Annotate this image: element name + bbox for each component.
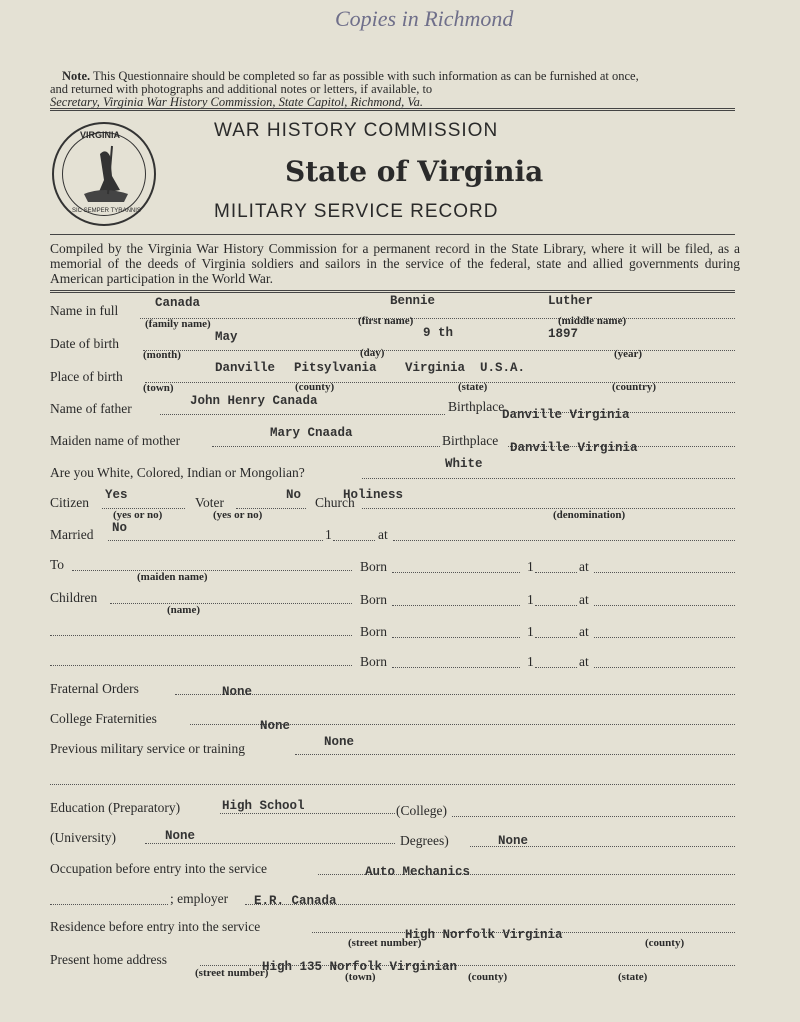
label-father-birthplace: Birthplace (448, 399, 505, 414)
label-father: Name of father (50, 401, 132, 416)
sub-state: (state) (458, 381, 488, 393)
line-child2-year (535, 637, 577, 638)
label-university: (University) (50, 830, 116, 845)
title-commission: WAR HISTORY COMMISSION (214, 120, 499, 141)
label-date-birth: Date of birth (50, 336, 119, 351)
value-race: White (445, 457, 483, 471)
sub-day: (day) (360, 347, 385, 359)
label-present-address: Present home address (50, 952, 167, 967)
value-education-prep: High School (222, 799, 305, 813)
sub-year: (year) (614, 348, 643, 360)
line-prev-military (295, 754, 735, 755)
sub-present-street: (street number) (195, 967, 269, 979)
note-address: Secretary, Virginia War History Commission, State Capitol, Richmond, Va. (50, 95, 424, 109)
child1-born: Born (360, 592, 387, 607)
value-present-address: High 135 Norfolk Virginian (262, 960, 458, 974)
label-fraternal: Fraternal Orders (50, 681, 139, 696)
label-to: To (50, 557, 65, 572)
value-first-name: Bennie (390, 294, 436, 308)
handwritten-note: Copies in Richmond (335, 6, 514, 31)
sub-family-name: (family name) (145, 318, 211, 330)
sub-child-name: (name) (167, 604, 200, 616)
label-college-frat: College Fraternities (50, 711, 157, 726)
line-children-1 (110, 603, 352, 604)
seal-text-top: VIRGINIA (80, 130, 121, 140)
sub-town: (town) (143, 382, 174, 394)
label-to-born: Born (360, 559, 387, 574)
note-text-2: and returned with photographs and additional notes or letters, if available, to (50, 82, 433, 96)
value-church: Holiness (343, 488, 404, 502)
value-birth-country: U.S.A. (480, 361, 526, 375)
value-birth-county: Pitsylvania (294, 361, 377, 375)
label-church: Church (315, 495, 355, 510)
line-to-year (535, 572, 577, 573)
label-prev-military: Previous military service or training (50, 741, 245, 756)
sub-denomination: (denomination) (553, 509, 626, 521)
line-education-prep (220, 813, 395, 814)
line-children-3 (50, 665, 352, 666)
sub-present-town: (town) (345, 971, 376, 983)
line-prev-military-2 (50, 784, 735, 785)
label-mother-birthplace: Birthplace (442, 433, 499, 448)
sub-citizen-yes-no: (yes or no) (113, 509, 163, 521)
child3-born: Born (360, 654, 387, 669)
label-residence: Residence before entry into the service (50, 919, 261, 934)
line-child1-at (594, 605, 735, 606)
value-birth-town: Danville (215, 361, 276, 375)
label-voter: Voter (195, 495, 224, 510)
line-child3-at (594, 667, 735, 668)
value-residence: High Norfolk Virginia (405, 928, 563, 942)
married-year-prefix: 1 (325, 527, 332, 542)
label-employer: ; employer (170, 891, 229, 906)
value-birth-state: Virginia (405, 361, 466, 375)
label-citizen: Citizen (50, 495, 89, 510)
header-rule (50, 234, 735, 235)
sub-country: (country) (612, 381, 656, 393)
value-birth-day: 9 th (423, 326, 454, 340)
child2-year-prefix: 1 (527, 624, 534, 639)
intro-paragraph: Compiled by the Virginia War History Commission for a permanent record in the State Library, where it will be filed, as a memorial of the deeds of Virginia soldiers and sailors in the service of the federal, state and allied governments during American participation in the World War. (50, 241, 740, 286)
line-child3-born (392, 667, 520, 668)
label-children: Children (50, 590, 98, 605)
label-mother: Maiden name of mother (50, 433, 181, 448)
label-education: Education (Preparatory) (50, 800, 181, 815)
sub-present-county: (county) (468, 971, 508, 983)
line-to (72, 570, 352, 571)
seal-text-bottom: SIC SEMPER TYRANNIS (72, 208, 141, 214)
child3-year-prefix: 1 (527, 654, 534, 669)
value-married: No (112, 521, 128, 535)
line-date-birth (143, 350, 735, 351)
sub-first-name: (first name) (358, 315, 414, 327)
value-father-name: John Henry Canada (190, 394, 318, 408)
note-text-1: This Questionnaire should be completed so far as possible with such information as can be furnished at once, (93, 69, 639, 83)
sub-residence-street: (street number) (348, 937, 422, 949)
label-married: Married (50, 527, 94, 542)
line-child3-year (535, 667, 577, 668)
sub-month: (month) (143, 349, 181, 361)
sub-residence-county: (county) (645, 937, 685, 949)
line-child1-born (392, 605, 520, 606)
value-family-name: Canada (155, 296, 201, 310)
title-record: MILITARY SERVICE RECORD (214, 201, 499, 222)
value-college-frat: None (260, 719, 291, 733)
sub-present-state: (state) (618, 971, 648, 983)
label-occupation: Occupation before entry into the service (50, 861, 268, 876)
value-mother-birthplace: Danville Virginia (510, 441, 638, 455)
value-father-birthplace: Danville Virginia (502, 408, 630, 422)
sub-voter-yes-no: (yes or no) (213, 509, 263, 521)
title-state: State of Virginia (285, 155, 544, 188)
value-degrees: None (498, 834, 529, 848)
sub-county: (county) (295, 381, 335, 393)
line-to-born (392, 572, 520, 573)
note-label: Note. (62, 69, 91, 83)
line-child2-born (392, 637, 520, 638)
label-college: (College) (396, 803, 447, 818)
line-father (160, 414, 445, 415)
child3-at: at (579, 654, 589, 669)
virginia-seal (52, 122, 156, 226)
line-name (140, 318, 735, 319)
line-employer-prefix (50, 904, 168, 905)
married-at: at (378, 527, 388, 542)
sub-middle-name: (middle name) (558, 315, 627, 327)
value-birth-year: 1897 (548, 327, 579, 341)
value-citizen: Yes (105, 488, 128, 502)
value-birth-month: May (215, 330, 238, 344)
line-children-2 (50, 635, 352, 636)
value-prev-military: None (324, 735, 355, 749)
value-voter: No (286, 488, 302, 502)
label-place-birth: Place of birth (50, 369, 123, 384)
line-married-at (393, 540, 735, 541)
line-fraternal (175, 694, 735, 695)
value-occupation: Auto Mechanics (365, 865, 471, 879)
line-church (362, 508, 735, 509)
value-employer: E.R. Canada (254, 894, 337, 908)
line-married (108, 540, 323, 541)
to-year-prefix: 1 (527, 559, 534, 574)
to-at: at (579, 559, 589, 574)
line-race (362, 478, 735, 479)
line-child1-year (535, 605, 577, 606)
line-married-year (333, 540, 375, 541)
value-university: None (165, 829, 196, 843)
child1-year-prefix: 1 (527, 592, 534, 607)
line-child2-at (594, 637, 735, 638)
intro-rule (50, 290, 735, 293)
value-fraternal: None (222, 685, 253, 699)
child1-at: at (579, 592, 589, 607)
line-university (145, 843, 395, 844)
sub-maiden-name: (maiden name) (137, 571, 208, 583)
line-college (452, 816, 735, 817)
label-name-full: Name in full (50, 303, 119, 318)
label-degrees: Degrees) (400, 833, 449, 848)
line-mother (212, 446, 440, 447)
line-to-at (594, 572, 735, 573)
value-middle-name: Luther (548, 294, 594, 308)
child2-at: at (579, 624, 589, 639)
top-rule (50, 108, 735, 111)
value-mother-name: Mary Cnaada (270, 426, 353, 440)
label-race-question: Are you White, Colored, Indian or Mongolian? (50, 465, 305, 480)
child2-born: Born (360, 624, 387, 639)
